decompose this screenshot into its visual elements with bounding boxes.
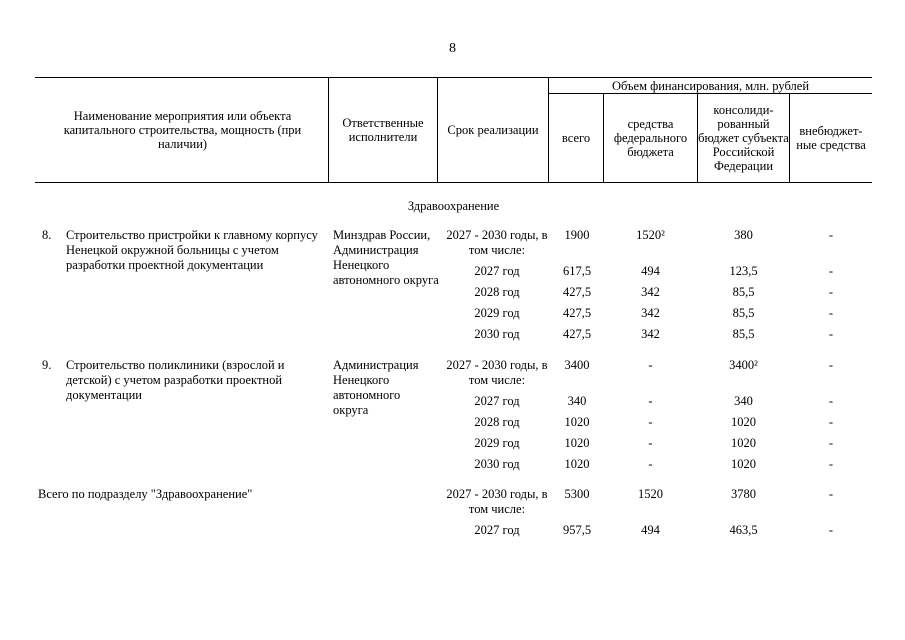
row-period: 2027 год [474, 523, 520, 537]
row-total: 427,5 [562, 285, 592, 299]
item-number: 8. [42, 228, 52, 242]
row-federal: - [648, 358, 653, 372]
row-total: 340 [567, 394, 587, 408]
item-name: Строительство пристройки к главному корпусу Ненецкой окружной больницы с учетом разработки проектной документации [66, 228, 318, 272]
col-divider [328, 77, 329, 182]
row-extra: - [828, 306, 834, 320]
header-federal: средства федерального бюджета [613, 117, 688, 159]
row-period: 2029 год [474, 436, 520, 450]
row-regional: 380 [734, 228, 753, 242]
row-federal: 1520² [636, 228, 665, 242]
row-period: 2029 год [474, 306, 520, 320]
row-regional: 123,5 [729, 264, 758, 278]
row-total: 1020 [564, 415, 590, 429]
row-regional: 340 [734, 394, 753, 408]
row-federal: 494 [641, 264, 660, 278]
row-regional: 85,5 [732, 306, 755, 320]
row-total: 1900 [564, 228, 590, 242]
row-extra: - [828, 394, 834, 408]
row-federal: - [648, 457, 653, 471]
row-total: 957,5 [562, 523, 592, 537]
row-total: 427,5 [562, 327, 592, 341]
row-federal: 342 [641, 306, 660, 320]
row-period: 2027 - 2030 годы, в том числе: [446, 487, 548, 516]
header-responsible: Ответственные исполнители [342, 116, 424, 144]
row-period: 2028 год [474, 285, 520, 299]
row-federal: - [648, 394, 653, 408]
item-responsible: Администрация Ненецкого автономного округа [333, 358, 419, 417]
row-period: 2027 - 2030 годы, в том числе: [446, 228, 548, 257]
row-total: 1020 [564, 457, 590, 471]
row-period: 2028 год [474, 415, 520, 429]
row-extra: - [828, 415, 834, 429]
col-divider [437, 77, 438, 182]
row-period: 2027 год [474, 264, 520, 278]
row-federal: 1520 [638, 487, 663, 501]
row-total: 617,5 [562, 264, 592, 278]
row-regional: 463,5 [729, 523, 758, 537]
subtotal-label: Всего по подразделу "Здравоохранение" [38, 487, 253, 501]
header-total: всего [561, 131, 591, 145]
row-extra: - [828, 228, 834, 242]
header-regional: консолиди- рованный бюджет субъекта Российской Федерации [698, 103, 789, 173]
header-bottom-rule [35, 182, 872, 183]
row-federal: 494 [641, 523, 660, 537]
item-number: 9. [42, 358, 52, 372]
row-period: 2027 год [474, 394, 520, 408]
row-extra: - [828, 285, 834, 299]
row-period: 2030 год [474, 457, 520, 471]
header-financing: Объем финансирования, млн. рублей [611, 78, 810, 93]
row-extra: - [828, 487, 834, 501]
header-extra: внебюджет- ные средства [796, 124, 866, 152]
row-period: 2030 год [474, 327, 520, 341]
row-total: 1020 [564, 436, 590, 450]
row-federal: - [648, 436, 653, 450]
header-name: Наименование мероприятия или объекта капитального строительства, мощность (при наличии) [63, 109, 302, 151]
row-federal: 342 [641, 327, 660, 341]
section-title: Здравоохранение [407, 199, 500, 213]
row-regional: 85,5 [732, 327, 755, 341]
row-extra: - [828, 358, 834, 372]
row-extra: - [828, 457, 834, 471]
row-federal: - [648, 415, 653, 429]
row-regional: 1020 [731, 457, 756, 471]
row-regional: 85,5 [732, 285, 755, 299]
row-regional: 3780 [731, 487, 756, 501]
item-name: Строительство поликлиники (взрослой и детской) с учетом разработки проектной документации [66, 358, 285, 402]
page-number: 8 [449, 41, 456, 56]
row-total: 427,5 [562, 306, 592, 320]
item-responsible: Минздрав России, Администрация Ненецкого автономного округа [333, 228, 439, 287]
row-regional: 1020 [731, 415, 756, 429]
row-regional: 1020 [731, 436, 756, 450]
row-extra: - [828, 264, 834, 278]
row-extra: - [828, 327, 834, 341]
row-extra: - [828, 523, 834, 537]
header-period: Срок реализации [447, 123, 539, 137]
row-total: 5300 [564, 487, 590, 501]
row-period: 2027 - 2030 годы, в том числе: [446, 358, 548, 387]
row-extra: - [828, 436, 834, 450]
row-regional: 3400² [729, 358, 758, 372]
row-total: 3400 [564, 358, 590, 372]
row-federal: 342 [641, 285, 660, 299]
